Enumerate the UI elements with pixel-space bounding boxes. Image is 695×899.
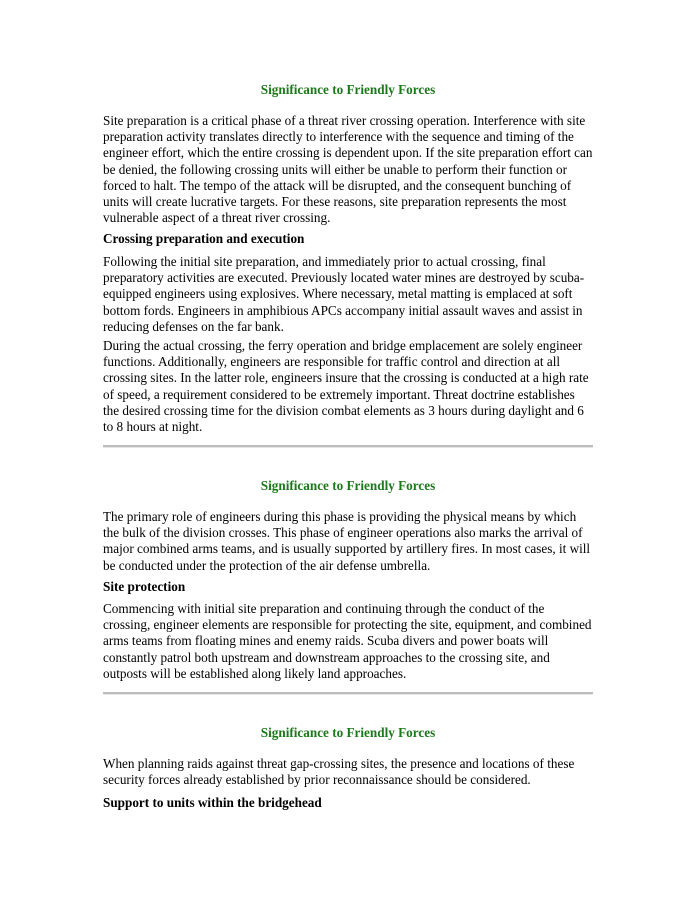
section-divider-1 — [103, 445, 593, 448]
section-2-subheading: Site protection — [103, 579, 186, 594]
section-3-subheading: Support to units within the bridgehead — [103, 795, 322, 810]
section-1-title: Significance to Friendly Forces — [260, 82, 436, 97]
section-divider-2 — [103, 692, 593, 695]
section-1-sub-paragraph-2: During the actual crossing, the ferry operation and bridge emplacement are solely engineer functions. Additionally, engineers are responsible for traffic control and direction at all crossing sites. In the latter role, engineers insure that the crossing is conducted at a high rate of speed, a requirement considered to be extremely important. Threat doctrine establishes the desired crossing time for the division combat elements as 3 hours during daylight and 6 to 8 hours at night. — [103, 338, 589, 435]
section-3-paragraph-1: When planning raids against threat gap-crossing sites, the presence and locations of these security forces already established by prior reconnaissance should be considered. — [103, 756, 575, 788]
section-1-subheading: Crossing preparation and execution — [103, 231, 305, 246]
section-2-title: Significance to Friendly Forces — [260, 478, 436, 493]
section-2-paragraph-1: The primary role of engineers during this phase is providing the physical means by which the bulk of the division crosses. This phase of engineer operations also marks the arrival of major combined arms teams, and is usually supported by artillery fires. In most cases, it will be conducted under the protection of the air defense umbrella. — [103, 509, 591, 573]
section-2-sub-paragraph-1: Commencing with initial site preparation and continuing through the conduct of the crossing, engineer elements are responsible for protecting the site, equipment, and combined arms teams from floating mines and enemy raids. Scuba divers and power boats will constantly patrol both upstream and downstream approaches to the crossing site, and outposts will be established along likely land approaches. — [103, 601, 592, 681]
section-1-sub-paragraph-1: Following the initial site preparation, and immediately prior to actual crossing, final preparatory activities are executed. Previously located water mines are destroyed by scuba-equipped engineers using explosives. Where necessary, metal matting is emplaced at soft bottom fords. Engineers in amphibious APCs accompany initial assault waves and assist in reducing defenses on the far bank. — [103, 254, 585, 334]
section-3-title: Significance to Friendly Forces — [260, 725, 436, 740]
section-1-paragraph-1: Site preparation is a critical phase of a threat river crossing operation. Interference with site preparation activity translates directly to interference with the sequence and timing of the engineer effort, which the entire crossing is dependent upon. If the site preparation effort can be denied, the following crossing units will either be unable to perform their function or forced to halt. The tempo of the attack will be disrupted, and the consequent bunching of units will create lucrative targets. For these reasons, site preparation represents the most vulnerable aspect of a threat river crossing. — [103, 113, 593, 226]
